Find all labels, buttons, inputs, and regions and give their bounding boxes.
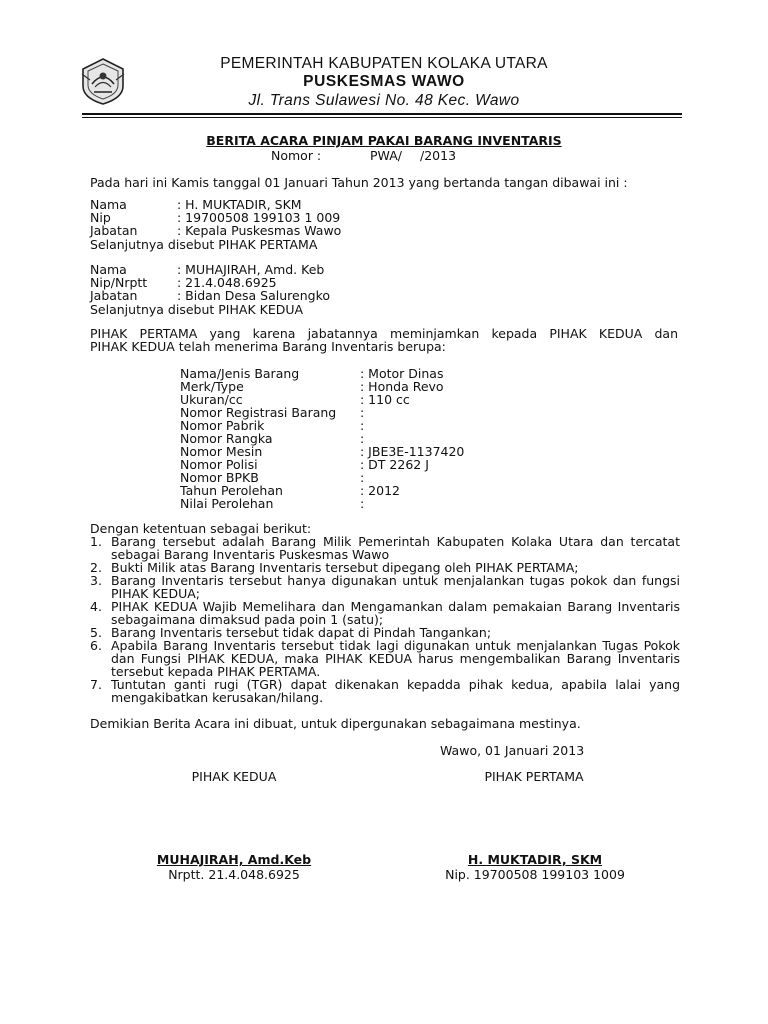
conditions-intro: Dengan ketentuan sebagai berikut: [90, 521, 312, 536]
condition-text: Bukti Milik atas Barang Inventaris tersebut dipegang oleh PIHAK PERTAMA; [111, 560, 579, 576]
regency-emblem-icon [78, 56, 128, 106]
closing-sentence: Demikian Berita Acara ini dibuat, untuk dipergunakan sebagaimana mestinya. [90, 716, 581, 731]
conditions-list [90, 535, 680, 704]
letterhead-rule-thin [82, 117, 682, 118]
condition-number: 5. [90, 625, 102, 641]
condition-text: Barang tersebut adalah Barang Milik Pemerintah Kabupaten Kolaka Utara dan tercatat sebagai Barang Inventaris Puskesmas Wawo [111, 534, 680, 563]
condition-number: 2. [90, 560, 102, 576]
item-value: : [360, 431, 365, 446]
field-value: : 19700508 199103 1 009 [177, 210, 341, 226]
item-label: Nomor Pabrik [180, 418, 265, 433]
condition-text: Barang Inventaris tersebut tidak dapat di Pindah Tangankan; [111, 625, 492, 641]
government-name: PEMERINTAH KABUPATEN KOLAKA UTARA [220, 55, 548, 72]
item-label: Nomor BPKB [180, 470, 259, 485]
field-label: Jabatan [90, 288, 138, 304]
condition-number: 7. [90, 677, 102, 693]
field-label: Nip [90, 210, 111, 226]
item-label: Ukuran/cc [180, 392, 243, 407]
field-label: Nama [90, 197, 127, 212]
party-one-row [90, 224, 341, 237]
inventory-item-details [180, 367, 464, 510]
institution-name: PUSKESMAS WAWO [303, 73, 465, 90]
document-title: BERITA ACARA PINJAM PAKAI BARANG INVENTARIS [206, 133, 562, 148]
document-number [271, 148, 456, 163]
condition-item [90, 639, 680, 678]
party-two-details [90, 263, 330, 316]
condition-item [90, 600, 680, 626]
field-value: : MUHAJIRAH, Amd. Keb [177, 262, 325, 277]
item-row [180, 497, 464, 510]
signature-right-block [430, 852, 640, 882]
condition-number: 4. [90, 599, 102, 615]
condition-number: 1. [90, 534, 102, 550]
transfer-line: PIHAK KEDUA telah menerima Barang Inventaris berupa: [90, 339, 446, 355]
item-value: : 2012 [360, 483, 400, 498]
item-value: : JBE3E-1137420 [360, 444, 465, 459]
condition-text: Tuntutan ganti rugi (TGR) dapat dikenakan kepadda pihak kedua, apabila lalai yang mengakibatkan kerusakan/hilang. [111, 677, 680, 706]
signature-right-id: Nip. 19700508 199103 1009 [445, 867, 625, 882]
item-value: : Motor Dinas [360, 366, 444, 381]
condition-number: 3. [90, 573, 102, 589]
item-value: : [360, 470, 365, 485]
transfer-line: PIHAK PERTAMA yang karena jabatannya meminjamkan kepada PIHAK KEDUA dan [90, 326, 678, 341]
condition-item [90, 535, 680, 561]
item-value: : DT 2262 J [360, 457, 429, 472]
item-label: Nomor Mesin [180, 444, 263, 459]
signature-left-block [144, 852, 324, 882]
opening-sentence: Pada hari ini Kamis tanggal 01 Januari Tahun 2013 yang bertanda tangan dibawai ini : [90, 175, 628, 190]
condition-number: 6. [90, 638, 102, 654]
party-one-note: Selanjutnya disebut PIHAK PERTAMA [90, 236, 318, 252]
item-value: : [360, 405, 365, 420]
condition-text: Apabila Barang Inventaris tersebut tidak lagi digunakan untuk menjalankan Tugas Pokok dan Fungsi PIHAK KEDUA, maka PIHAK KEDUA harus mengembalikan Barang Inventaris tersebut kepada PIHAK PERTAMA. [111, 638, 680, 680]
letterhead-rule-thick [82, 113, 682, 115]
conditions-section [90, 522, 680, 704]
item-value: : Honda Revo [360, 379, 444, 394]
party-two-row [90, 289, 330, 302]
condition-text: PIHAK KEDUA Wajib Memelihara dan Mengamankan dalam pemakaian Barang Inventaris sebagaimana dimaksud pada poin 1 (satu); [111, 599, 680, 628]
field-label: Jabatan [90, 223, 138, 239]
field-label: Nip/Nrptt [90, 275, 148, 291]
institution-address: Jl. Trans Sulawesi No. 48 Kec. Wawo [248, 92, 520, 109]
nomor-year: /2013 [420, 148, 457, 163]
condition-text: Barang Inventaris tersebut hanya digunakan untuk menjalankan tugas pokok dan fungsi PIHAK KEDUA; [111, 573, 680, 602]
field-label: Nama [90, 262, 127, 277]
party-two-note: Selanjutnya disebut PIHAK KEDUA [90, 301, 304, 317]
condition-item [90, 574, 680, 600]
item-label: Nomor Registrasi Barang [180, 405, 337, 420]
field-value: : H. MUKTADIR, SKM [177, 197, 302, 212]
party-one-details [90, 198, 341, 251]
item-label: Merk/Type [180, 379, 244, 394]
field-value: : Kepala Puskesmas Wawo [177, 223, 342, 239]
item-value: : 110 cc [360, 392, 410, 407]
field-value: : Bidan Desa Salurengko [177, 288, 331, 304]
item-label: Tahun Perolehan [180, 483, 283, 498]
nomor-code: PWA/ [370, 148, 402, 163]
item-value: : [360, 496, 365, 511]
field-value: : 21.4.048.6925 [177, 275, 277, 291]
signature-right-role: PIHAK PERTAMA [484, 769, 584, 784]
letterhead [160, 54, 608, 111]
nomor-label: Nomor : [271, 148, 322, 163]
place-and-date: Wawo, 01 Januari 2013 [440, 743, 585, 758]
item-label: Nama/Jenis Barang [180, 366, 300, 381]
item-label: Nomor Rangka [180, 431, 273, 446]
signature-left-name: MUHAJIRAH, Amd.Keb [156, 852, 312, 867]
item-label: Nomor Polisi [180, 457, 258, 472]
signature-left-id: Nrptt. 21.4.048.6925 [168, 867, 300, 882]
transfer-paragraph [90, 327, 678, 353]
signature-right-name: H. MUKTADIR, SKM [467, 852, 603, 867]
signature-left-role: PIHAK KEDUA [191, 769, 277, 784]
item-label: Nilai Perolehan [180, 496, 274, 511]
condition-item [90, 678, 680, 704]
item-value: : [360, 418, 365, 433]
